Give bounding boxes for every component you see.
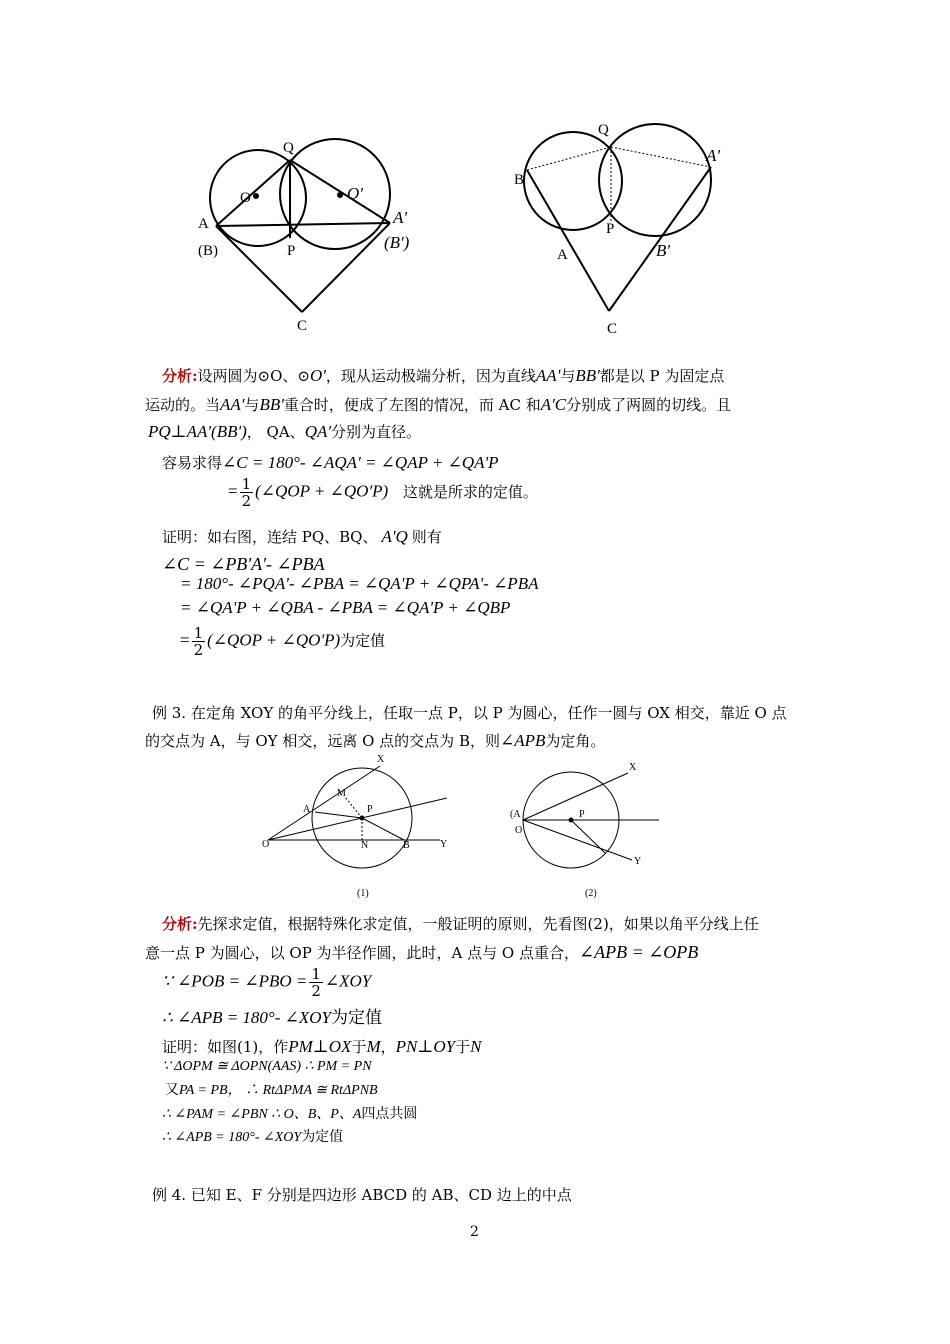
label-b-prime-right: B' — [656, 241, 671, 260]
label-y: Y — [440, 839, 448, 850]
line-p-b-2 — [571, 820, 605, 853]
proof2-line4: ∴ ∠APB = 180°- ∠XOY为定值 — [162, 1129, 344, 1145]
label-a: A — [303, 804, 311, 815]
proof2-intro: 证明：如图(1)，作PM⊥OX于M，PN⊥OY于N — [162, 1037, 482, 1056]
analysis2-line1: 分析:先探求定值，根据特殊化求定值，一般证明的原则，先看图(2)，如果以角平分线上任 — [162, 915, 759, 933]
analysis-label: 分析: — [162, 915, 198, 933]
fraction-half: $\frac{1}{2}$ — [311, 965, 321, 1000]
label-b: B — [403, 840, 410, 851]
analysis1-eq2: = $\frac{1}{2}$ (∠QOP + ∠QO'P) 这就是所求的定值。 — [228, 475, 538, 510]
proof1-intro: 证明：如右图，连结 PQ、BQ、 A'Q 则有 — [162, 527, 442, 546]
fraction-half: $\frac{1}{2}$ — [193, 624, 204, 659]
analysis2-line2: 意一点 P 为圆心，以 OP 为半径作圆，此时，A 点与 O 点重合，∠APB = ∠OPB — [145, 942, 699, 962]
label-b: (B) — [198, 243, 218, 259]
label-y-2: Y — [634, 856, 642, 867]
label-a-right: A — [557, 247, 568, 263]
proof2-line2: 又PA = PB， ∴ RtΔPMA ≅ RtΔPNB — [165, 1082, 378, 1098]
proof2-line3: ∴ ∠PAM = ∠PBN ∴ O、B、P、A四点共圆 — [162, 1106, 418, 1122]
analysis1-line3: PQ⊥AA'(BB')， QA、QA'分别为直径。 — [148, 422, 421, 441]
label-p: P — [367, 804, 373, 815]
proof1-line1: ∠C = ∠PB'A'- ∠PBA — [162, 554, 325, 574]
ray-ox-2 — [523, 773, 628, 820]
label-b-right: B — [514, 172, 525, 188]
label-c-right: C — [607, 321, 618, 337]
label-p: P — [287, 243, 296, 259]
point-p-2 — [569, 818, 574, 823]
label-x-2: X — [629, 762, 637, 773]
proof2-line1: ∵ ΔOPM ≅ ΔOPN(AAS) ∴ PM = PN — [162, 1059, 372, 1074]
label-m: M — [337, 788, 346, 799]
proof1-line3: = ∠QA'P + ∠QBA - ∠PBA = ∠QA'P + ∠QBP — [180, 598, 511, 617]
page-number: 2 — [470, 1224, 479, 1240]
proof1-line2: = 180°- ∠PQA'- ∠PBA = ∠QA'P + ∠QPA'- ∠PBA — [180, 574, 539, 593]
label-p-right: P — [606, 221, 615, 237]
label-o: O — [262, 839, 270, 850]
label-a-prime-right: A' — [706, 146, 721, 165]
analysis2-math1: ∵ ∠POB = ∠PBO = $\frac{1}{2}$ ∠XOY — [162, 965, 372, 1000]
caption-2: (2) — [585, 888, 597, 899]
example3-line1: 例 3. 在定角 XOY 的角平分线上，任取一点 P，以 P 为圆心，任作一圆与 OX 相交，靠近 O 点 — [152, 704, 787, 722]
analysis1-line1: 分析:设两圆为⊙O、⊙O'，现从运动极端分析，因为直线AA'与BB'都是以 P 为固定点 — [162, 366, 725, 385]
label-a-prime: A' — [393, 208, 408, 227]
label-q-right: Q — [598, 122, 609, 138]
analysis1-eq1: 容易求得∠C = 180°- ∠AQA' = ∠QAP + ∠QA'P — [162, 453, 499, 472]
label-a: A — [198, 216, 209, 232]
analysis1-line2: 运动的。当AA'与BB'重合时，便成了左图的情况，而 AC 和A'C分别成了两圆的切线。且 — [145, 395, 732, 414]
example4-line1: 例 4. 已知 E、F 分别是四边形 ABCD 的 AB、CD 边上的中点 — [152, 1186, 572, 1204]
label-x: X — [377, 754, 385, 765]
fraction-half: $\frac{1}{2}$ — [241, 475, 252, 510]
label-q: Q — [283, 140, 294, 156]
label-b-prime: (B') — [384, 233, 410, 252]
label-o-prime: O' — [347, 184, 363, 203]
label-c: C — [297, 318, 308, 334]
caption-1: (1) — [357, 888, 369, 899]
analysis2-math2: ∴ ∠APB = 180°- ∠XOY为定值 — [162, 1008, 383, 1028]
proof1-line4: = $\frac{1}{2}$ (∠QOP + ∠QO'P)为定值 — [180, 624, 386, 659]
label-a-2: (A — [510, 809, 521, 820]
label-n: N — [361, 840, 369, 851]
label-p-2: P — [579, 809, 585, 820]
example3-line2: 的交点为 A，与 OY 相交，远离 O 点的交点为 B，则∠APB为定角。 — [145, 731, 606, 750]
analysis-label: 分析: — [162, 367, 198, 385]
label-o-2: O — [515, 825, 523, 836]
label-o: O — [240, 190, 251, 206]
